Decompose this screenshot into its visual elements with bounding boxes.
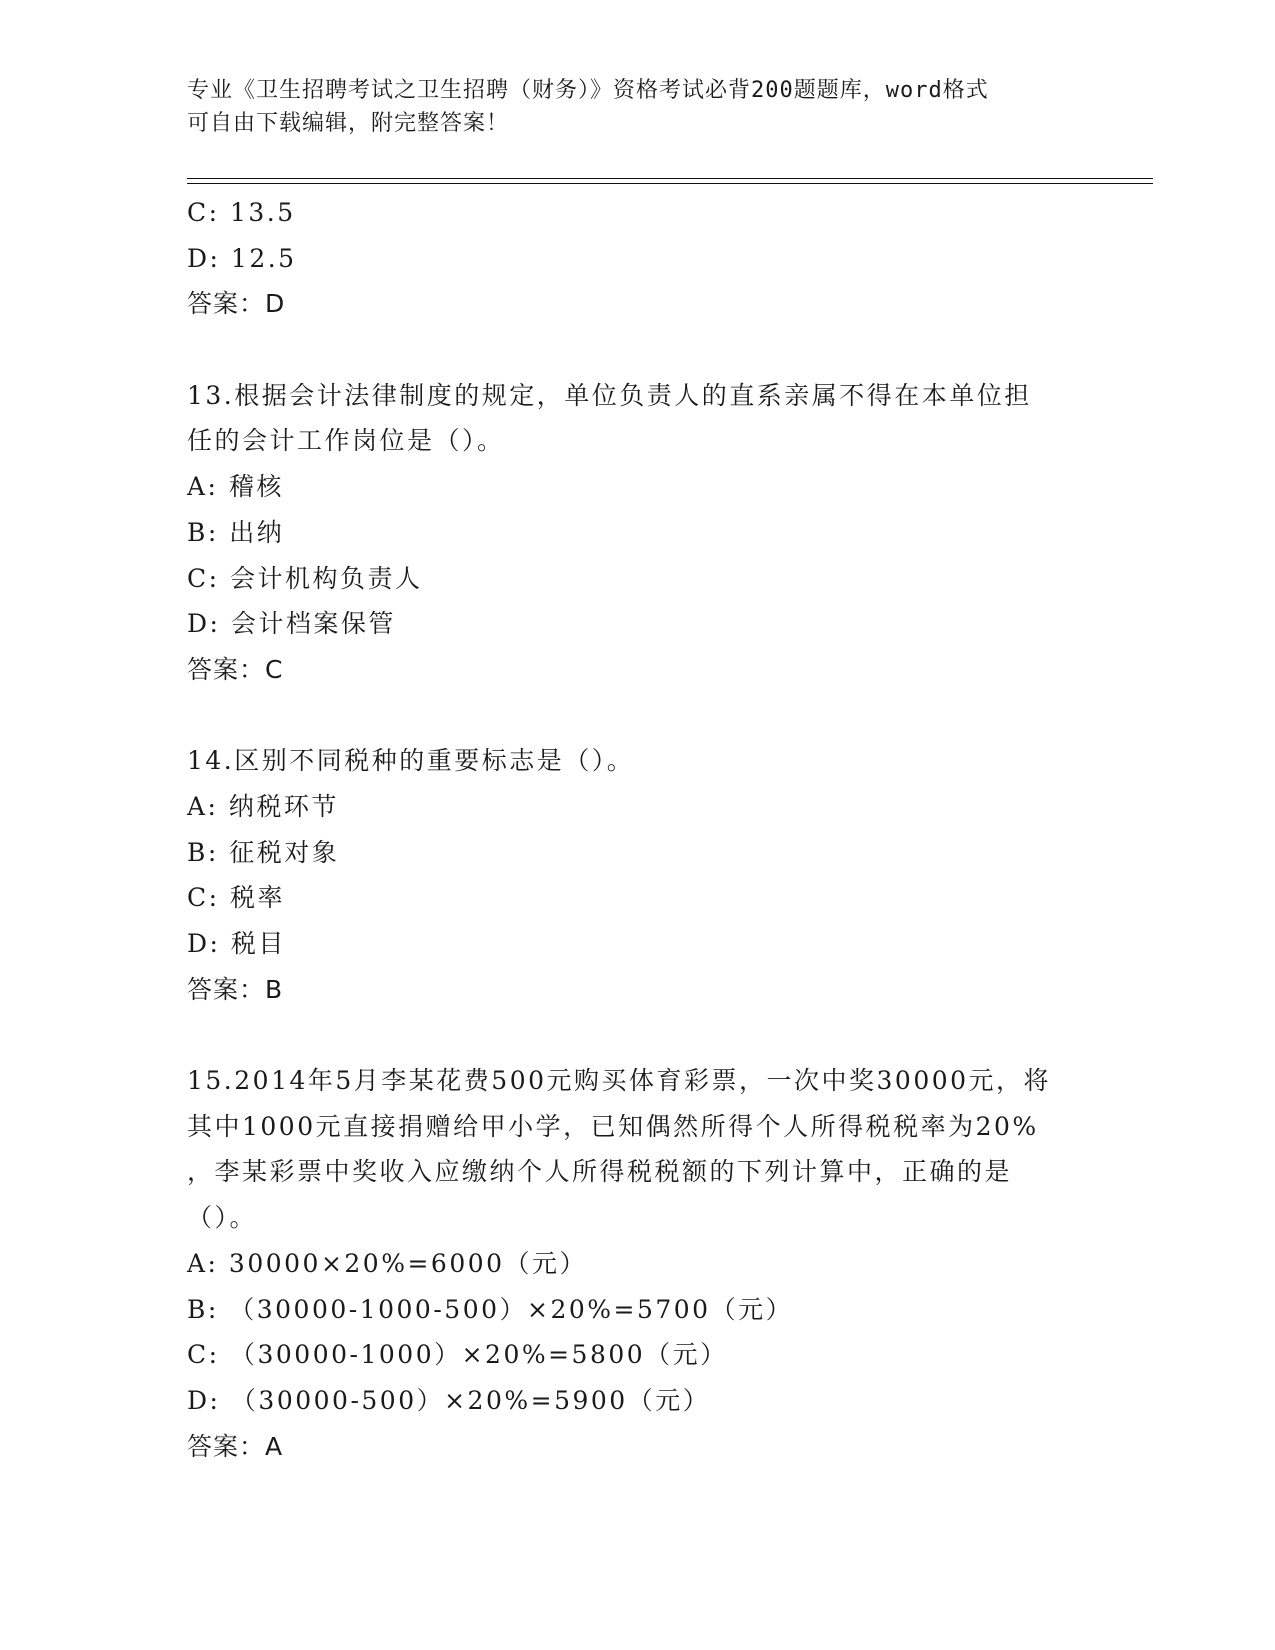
question-stem: 14.区别不同税种的重要标志是（）。 xyxy=(187,746,635,776)
header-line-2: 可自由下载编辑，附完整答案！ xyxy=(187,111,510,136)
document-header xyxy=(187,74,1067,140)
question-stem-continued: 任的会计工作岗位是（）。 xyxy=(187,426,505,456)
spacer xyxy=(187,693,1087,739)
option-c: C: 13.5 xyxy=(187,198,296,227)
option-b: B: 征税对象 xyxy=(187,837,340,867)
spacer xyxy=(187,1012,1087,1058)
option-d: D: （30000-500）×20%=5900（元） xyxy=(187,1385,711,1415)
answer-line: 答案：A xyxy=(187,1431,284,1461)
option-c: C: （30000-1000）×20%=5800（元） xyxy=(187,1340,728,1370)
header-divider-bottom xyxy=(187,183,1153,184)
header-divider-top xyxy=(187,178,1153,179)
question-stem: 15.2014年5月李某花费500元购买体育彩票，一次中奖30000元，将 xyxy=(187,1066,1052,1096)
question-14 xyxy=(187,738,1087,1012)
question-12-tail xyxy=(187,190,1087,327)
option-c: C: 会计机构负责人 xyxy=(187,563,423,593)
option-a: A: 30000×20%=6000（元） xyxy=(187,1248,588,1278)
option-a: A: 稽核 xyxy=(187,472,284,502)
question-15 xyxy=(187,1058,1087,1469)
spacer xyxy=(187,327,1087,373)
question-stem-continued: 其中1000元直接捐赠给甲小学，已知偶然所得个人所得税税率为20% xyxy=(187,1111,1039,1141)
question-stem-continued: （）。 xyxy=(187,1203,258,1233)
option-a: A: 纳税环节 xyxy=(187,791,339,821)
answer-line: 答案：C xyxy=(187,654,284,684)
option-d: D: 12.5 xyxy=(187,243,297,273)
header-line-1: 专业《卫生招聘考试之卫生招聘（财务）》资格考试必背200题题库，word格式 xyxy=(187,78,989,103)
answer-line: 答案：D xyxy=(187,289,286,319)
option-b: B: （30000-1000-500）×20%=5700（元） xyxy=(187,1294,794,1324)
option-d: D: 税目 xyxy=(187,929,286,958)
question-stem: 13.根据会计法律制度的规定，单位负责人的直系亲属不得在本单位担 xyxy=(187,380,1032,410)
option-c: C: 税率 xyxy=(187,883,285,913)
question-content xyxy=(187,190,1087,1469)
option-b: B: 出纳 xyxy=(187,517,285,547)
option-d: D: 会计档案保管 xyxy=(187,609,396,639)
question-stem-continued: ，李某彩票中奖收入应缴纳个人所得税税额的下列计算中，正确的是 xyxy=(187,1157,1013,1187)
answer-line: 答案：B xyxy=(187,974,284,1004)
question-13 xyxy=(187,373,1087,693)
